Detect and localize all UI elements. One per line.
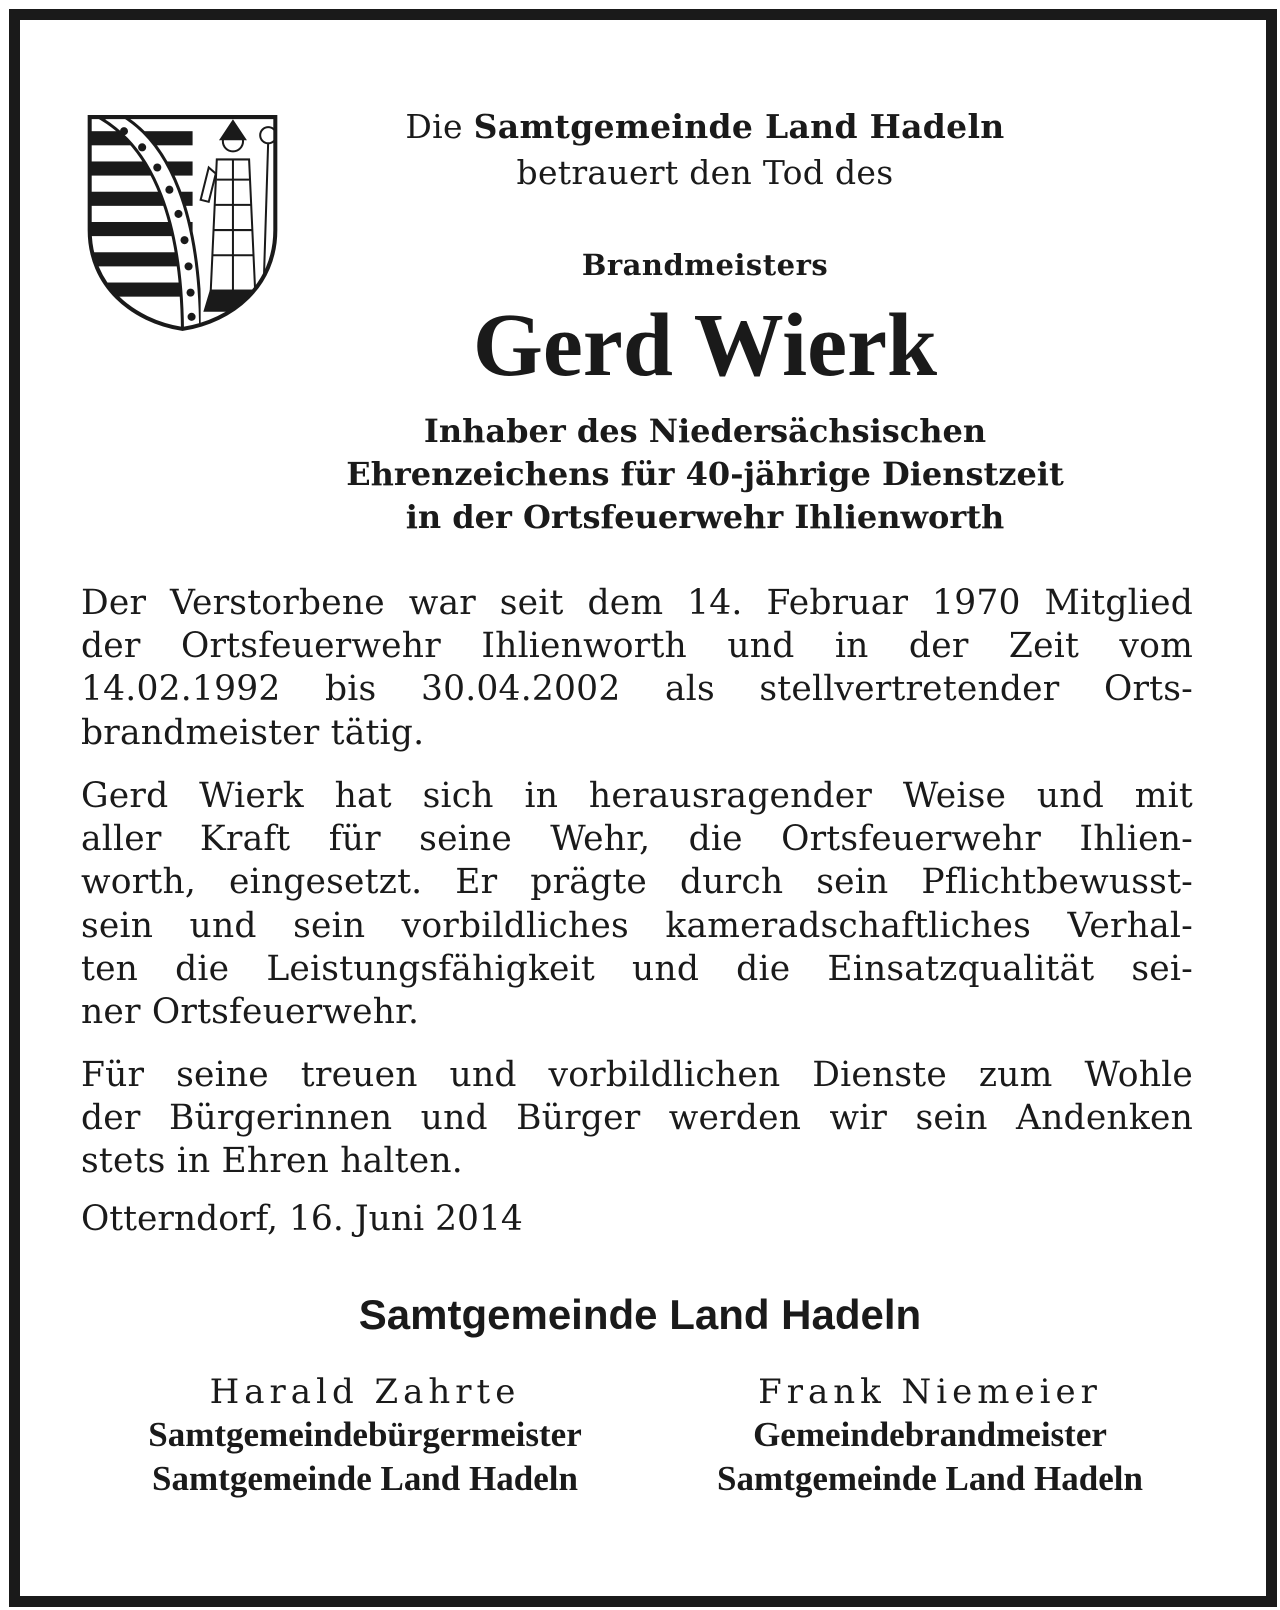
- header-line-2: betrauert den Tod des: [516, 153, 894, 192]
- header-line-1: [355, 106, 1055, 148]
- paragraph-line: 14.02.1992 bis 30.04.2002 als stellvertretender Orts-: [81, 669, 1193, 710]
- paragraph-line: der Bürgerinnen und Bürger werden wir sein Andenken: [81, 1098, 1193, 1139]
- signer-right: [655, 1371, 1205, 1501]
- deceased-rank: Brandmeisters: [581, 248, 829, 282]
- paragraph-2: [81, 775, 1193, 1034]
- honor-line-3: in der Ortsfeuerwehr Ihlienworth: [405, 498, 1005, 536]
- honor-line-2: Ehrenzeichens für 40-jährige Dienstzeit: [346, 455, 1064, 493]
- signer-name: Frank Niemeier: [758, 1372, 1102, 1412]
- signer-name: Harald Zahrte: [209, 1372, 521, 1412]
- signer-role: Samtgemeindebürgermeister: [148, 1415, 582, 1454]
- paragraph-3: [81, 1054, 1193, 1184]
- paragraph-line: Für seine treuen und vorbildlichen Dienste zum Wohle: [81, 1055, 1193, 1095]
- organization-signature: Samtgemeinde Land Hadeln: [358, 1291, 922, 1338]
- paragraph-line: brandmeister tätig.: [81, 712, 425, 753]
- paragraph-line: ten die Leistungsfähigkeit und die Einsatzqualität sei-: [81, 948, 1193, 989]
- paragraph-line: Der Verstorbene war seit dem 14. Februar 1970 Mitglied: [81, 583, 1193, 623]
- paragraph-line: aller Kraft für seine Wehr, die Ortsfeuerwehr Ihlien-: [81, 819, 1193, 860]
- header-prefix: Die: [405, 107, 463, 146]
- deceased-name: Gerd Wierk: [472, 296, 938, 395]
- paragraph-line: Gerd Wierk hat sich in herausragender Weise und mit: [81, 776, 1193, 816]
- paragraph-line: stets in Ehren halten.: [81, 1141, 463, 1182]
- signer-role: Gemeindebrandmeister: [753, 1415, 1107, 1454]
- paragraph-line: ner Ortsfeuerwehr.: [81, 992, 420, 1033]
- signer-organization: Samtgemeinde Land Hadeln: [717, 1459, 1143, 1498]
- signer-left: [70, 1371, 660, 1501]
- header-organization: Samtgemeinde Land Hadeln: [473, 107, 1005, 146]
- paragraph-line: worth, eingesetzt. Er prägte durch sein Pflichtbewusst-: [81, 862, 1193, 903]
- coat-of-arms-icon: [81, 109, 284, 336]
- signer-organization: Samtgemeinde Land Hadeln: [152, 1459, 578, 1498]
- paragraph-line: der Ortsfeuerwehr Ihlienworth und in der Zeit vom: [81, 626, 1193, 667]
- paragraph-line: sein und sein vorbildliches kameradschaftliches Verhal-: [81, 905, 1193, 946]
- place-date: Otterndorf, 16. Juni 2014: [81, 1199, 523, 1239]
- paragraph-1: [81, 582, 1193, 755]
- honor-line-1: Inhaber des Niedersächsischen: [423, 412, 987, 450]
